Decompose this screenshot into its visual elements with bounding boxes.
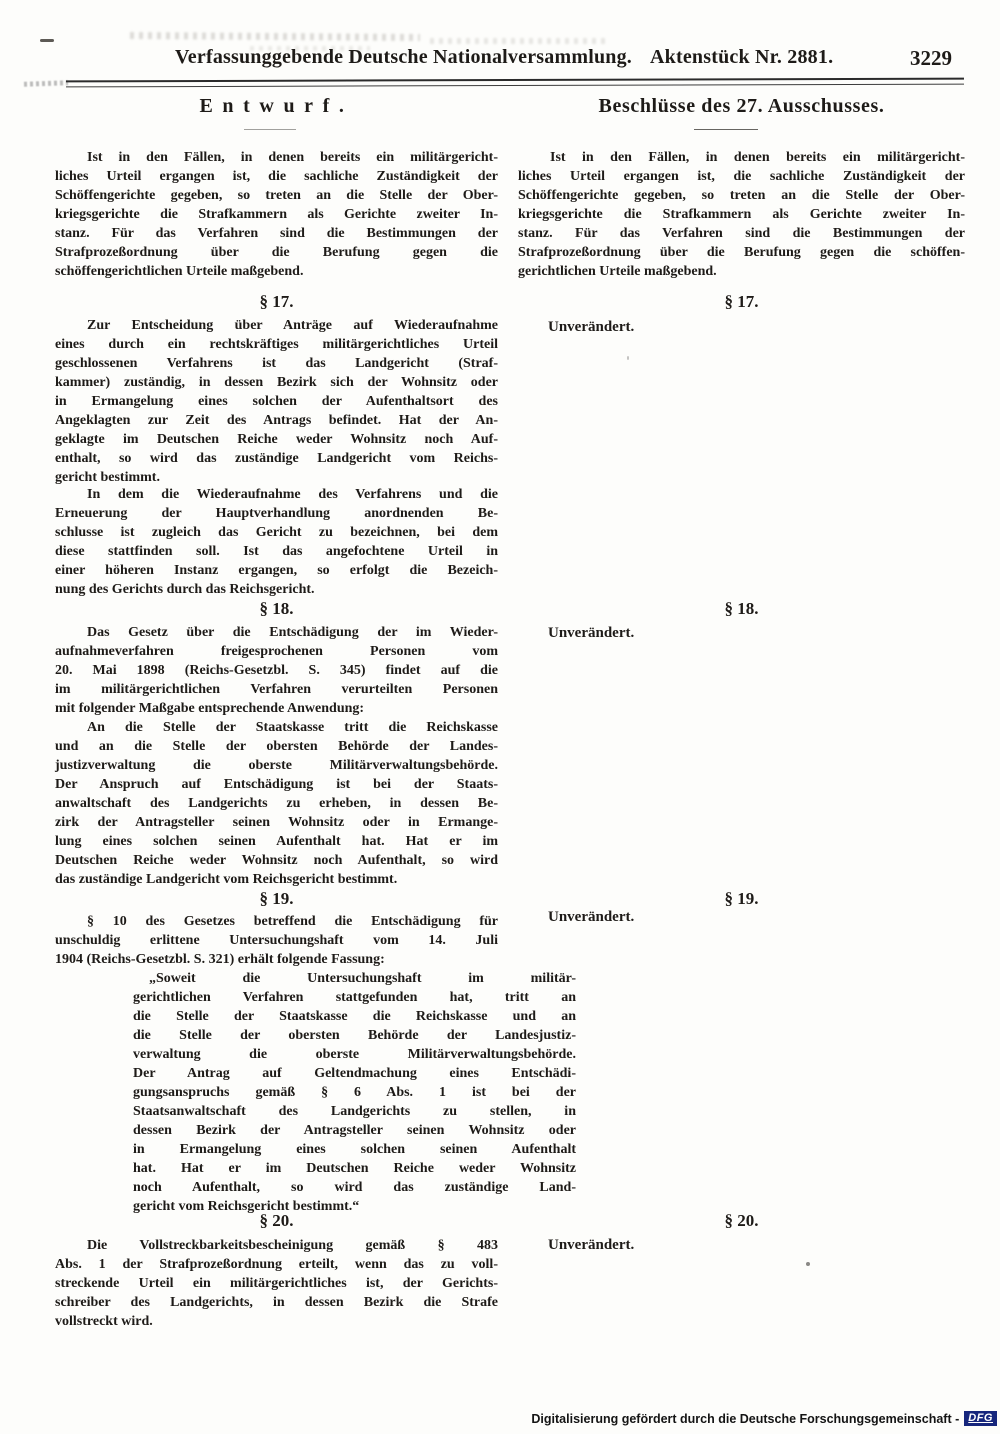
section-heading: § 17. (259, 292, 294, 311)
text-line: Der Anspruch auf Entschädigung ist bei der Staats- (55, 777, 498, 792)
text-line: Ist in den Fällen, in denen bereits ein militärgericht- (87, 150, 498, 165)
status-text: Unverändert. (548, 1237, 635, 1253)
text-line: noch Aufenthalt, so wird das zuständige Land- (133, 1180, 576, 1195)
text-line: Deutschen Reiche weder Wohnsitz noch Aufenthalt, so wird (55, 853, 498, 868)
header-divider-rule (66, 78, 964, 88)
text-line: 1904 (Reichs-Gesetzbl. S. 321) erhält folgende Fassung: (55, 952, 385, 967)
right-column-heading: Beschlüsse des 27. Ausschusses. (598, 95, 885, 117)
status-text: Unverändert. (548, 909, 635, 925)
text-line: kriegsgerichte die Strafkammern als Gerichte zweiter In- (55, 207, 498, 222)
text-line: An die Stelle der Staatskasse tritt die Reichskasse (87, 720, 498, 735)
text-line: Schöffengerichte gegeben, so treten an die Stelle der Ober- (518, 188, 965, 203)
status-text: Unverändert. (548, 319, 635, 335)
text-line: liches Urteil ergangen ist, die sachliche Zuständigkeit der (55, 169, 498, 184)
text-line: diese stattfinden soll. Ist das angefochtene Urteil in (55, 544, 498, 559)
paragraph (55, 148, 498, 281)
text-line: gerichtlichen Verfahren stattgefunden hat, tritt an (133, 990, 576, 1005)
quoted-provision (55, 969, 576, 1216)
section-heading: § 18. (259, 599, 294, 618)
section-heading: § 18. (724, 599, 759, 618)
section-heading: § 20. (724, 1211, 759, 1230)
text-line: mit folgender Maßgabe entsprechende Anwendung: (55, 701, 365, 716)
text-line: Das Gesetz über die Entschädigung der im Wieder- (87, 625, 498, 640)
text-line: Der Antrag auf Geltendmachung eines Entschädi- (133, 1066, 576, 1081)
text-line: in Ermangelung eines solchen der Aufenthaltsort des (55, 394, 498, 409)
paragraph (55, 1236, 498, 1331)
text-line: In dem die Wiederaufnahme des Verfahrens und die (87, 487, 498, 502)
text-line: zirk der Antragsteller seinen Wohnsitz oder in Ermange- (55, 815, 498, 830)
text-line: gericht vom Reichsgericht bestimmt.“ (133, 1199, 360, 1214)
section-heading: § 20. (259, 1211, 294, 1230)
text-line: nung des Gerichts durch das Reichsgericht. (55, 582, 315, 597)
paragraph (55, 623, 498, 718)
text-line: Staatsanwaltschaft des Landgerichts zu stellen, in (133, 1104, 576, 1119)
text-line: gericht bestimmt. (55, 470, 160, 485)
scan-artifact (430, 38, 610, 44)
text-line: justizverwaltung die oberste Militärverwaltungsbehörde. (55, 758, 498, 773)
text-line: § 10 des Gesetzes betreffend die Entschädigung für (87, 914, 498, 929)
text-line: verwaltung die oberste Militärverwaltungsbehörde. (133, 1047, 576, 1062)
text-line: Angeklagten zur Zeit des Antrags befindet. Hat der An- (55, 413, 498, 428)
text-line: eines durch ein rechtskräftiges militärgerichtliches Urteil (55, 337, 498, 352)
text-line: Abs. 1 der Strafprozeßordnung erteilt, wenn das zu voll- (55, 1257, 498, 1272)
text-line: gerichtlichen Urteile maßgebend. (518, 264, 717, 279)
scan-artifact (40, 39, 54, 42)
text-line: dessen Bezirk der Antragsteller seinen Wohnsitz oder (133, 1123, 576, 1138)
text-line: Zur Entscheidung über Anträge auf Wiederaufnahme (87, 318, 498, 333)
text-line: unschuldig erlittene Untersuchungshaft vom 14. Juli (55, 933, 498, 948)
text-line: im militärgerichtlichen Verfahren verurteilten Personen (55, 682, 498, 697)
text-line: das zuständige Landgericht vom Reichsgericht bestimmt. (55, 872, 398, 887)
page-number: 3229 (910, 46, 952, 70)
text-line: schöffengerichtlichen Urteile maßgebend. (55, 264, 304, 279)
status-text: Unverändert. (548, 625, 635, 641)
heading-underline-rule (244, 129, 296, 130)
section-heading: § 19. (724, 889, 759, 908)
text-line: lung eines solchen seinen Aufenthalt hat. Hat er im (55, 834, 498, 849)
text-line: Strafprozeßordnung über die Berufung gegen die (55, 245, 498, 260)
text-line: streckende Urteil ein militärgerichtliches ist, der Gerichts- (55, 1276, 498, 1291)
text-line: stanz. Für das Verfahren sind die Bestimmungen der (55, 226, 498, 241)
text-line: kriegsgerichte die Strafkammern als Gerichte zweiter In- (518, 207, 965, 222)
paragraph (518, 148, 965, 281)
text-line: Ist in den Fällen, in denen bereits ein militärgericht- (550, 150, 965, 165)
text-line: schlusse ist zugleich das Gericht zu bezeichnen, bei dem (55, 525, 498, 540)
digitization-credit (531, 1411, 997, 1426)
text-line: aufnahmeverfahren freigesprochenen Personen vom (55, 644, 498, 659)
section-heading: § 19. (259, 889, 294, 908)
text-line: einer höheren Instanz ergangen, so erfolgt die Bezeich- (55, 563, 498, 578)
text-line: Strafprozeßordnung über die Berufung gegen die schöffen- (518, 245, 965, 260)
dfg-logo: DFG (964, 1411, 997, 1426)
text-line: stanz. Für das Verfahren sind die Bestimmungen der (518, 226, 965, 241)
text-line: Die Vollstreckbarkeitsbescheinigung gemäß § 483 (87, 1238, 498, 1253)
text-line: geklagte im Deutschen Reiche weder Wohnsitz noch Auf- (55, 432, 498, 447)
paragraph (55, 316, 498, 487)
heading-underline-rule (694, 129, 758, 130)
text-line: gungsanspruchs gemäß § 6 Abs. 1 ist bei der (133, 1085, 576, 1100)
section-heading: § 17. (724, 292, 759, 311)
text-line: anwaltschaft des Landgerichts zu erheben, in dessen Be- (55, 796, 498, 811)
scan-artifact (24, 80, 68, 87)
text-line: schreiber des Landgerichts, in dessen Bezirk die Strafe (55, 1295, 498, 1310)
scan-artifact (627, 356, 629, 360)
text-line: die Stelle der obersten Behörde der Landesjustiz- (133, 1028, 576, 1043)
text-line: und an die Stelle der obersten Behörde der Landes- (55, 739, 498, 754)
credit-text: Digitalisierung gefördert durch die Deutsche Forschungsgemeinschaft - (531, 1411, 960, 1426)
text-line: in Ermangelung eines solchen seinen Aufenthalt (133, 1142, 576, 1157)
text-line: Erneuerung der Hauptverhandlung anordnenden Be- (55, 506, 498, 521)
left-column-heading: Entwurf. (199, 95, 354, 117)
paragraph (55, 718, 498, 889)
text-line: hat. Hat er im Deutschen Reiche weder Wohnsitz (133, 1161, 576, 1176)
text-line: vollstreckt wird. (55, 1314, 153, 1329)
document-number: Aktenstück Nr. 2881. (650, 46, 834, 68)
text-line: liches Urteil ergangen ist, die sachliche Zuständigkeit der (518, 169, 965, 184)
scan-artifact (130, 32, 420, 41)
text-line: enthalt, so wird das zuständige Landgericht vom Reichs- (55, 451, 498, 466)
text-line: „Soweit die Untersuchungshaft im militär- (149, 971, 576, 986)
scan-artifact (806, 1262, 810, 1266)
page-header (175, 46, 833, 69)
assembly-title: Verfassunggebende Deutsche Nationalversammlung. (175, 46, 632, 68)
text-line: Schöffengerichte gegeben, so treten an die Stelle der Ober- (55, 188, 498, 203)
text-line: geschlossenen Verfahrens ist das Landgericht (Straf- (55, 356, 498, 371)
text-line: die Stelle der Staatskasse die Reichskasse und an (133, 1009, 576, 1024)
paragraph (55, 485, 498, 599)
text-line: kammer) zuständig, in dessen Bezirk sich der Wohnsitz oder (55, 375, 498, 390)
text-line: 20. Mai 1898 (Reichs-Gesetzbl. S. 345) findet auf die (55, 663, 498, 678)
paragraph (55, 912, 498, 969)
